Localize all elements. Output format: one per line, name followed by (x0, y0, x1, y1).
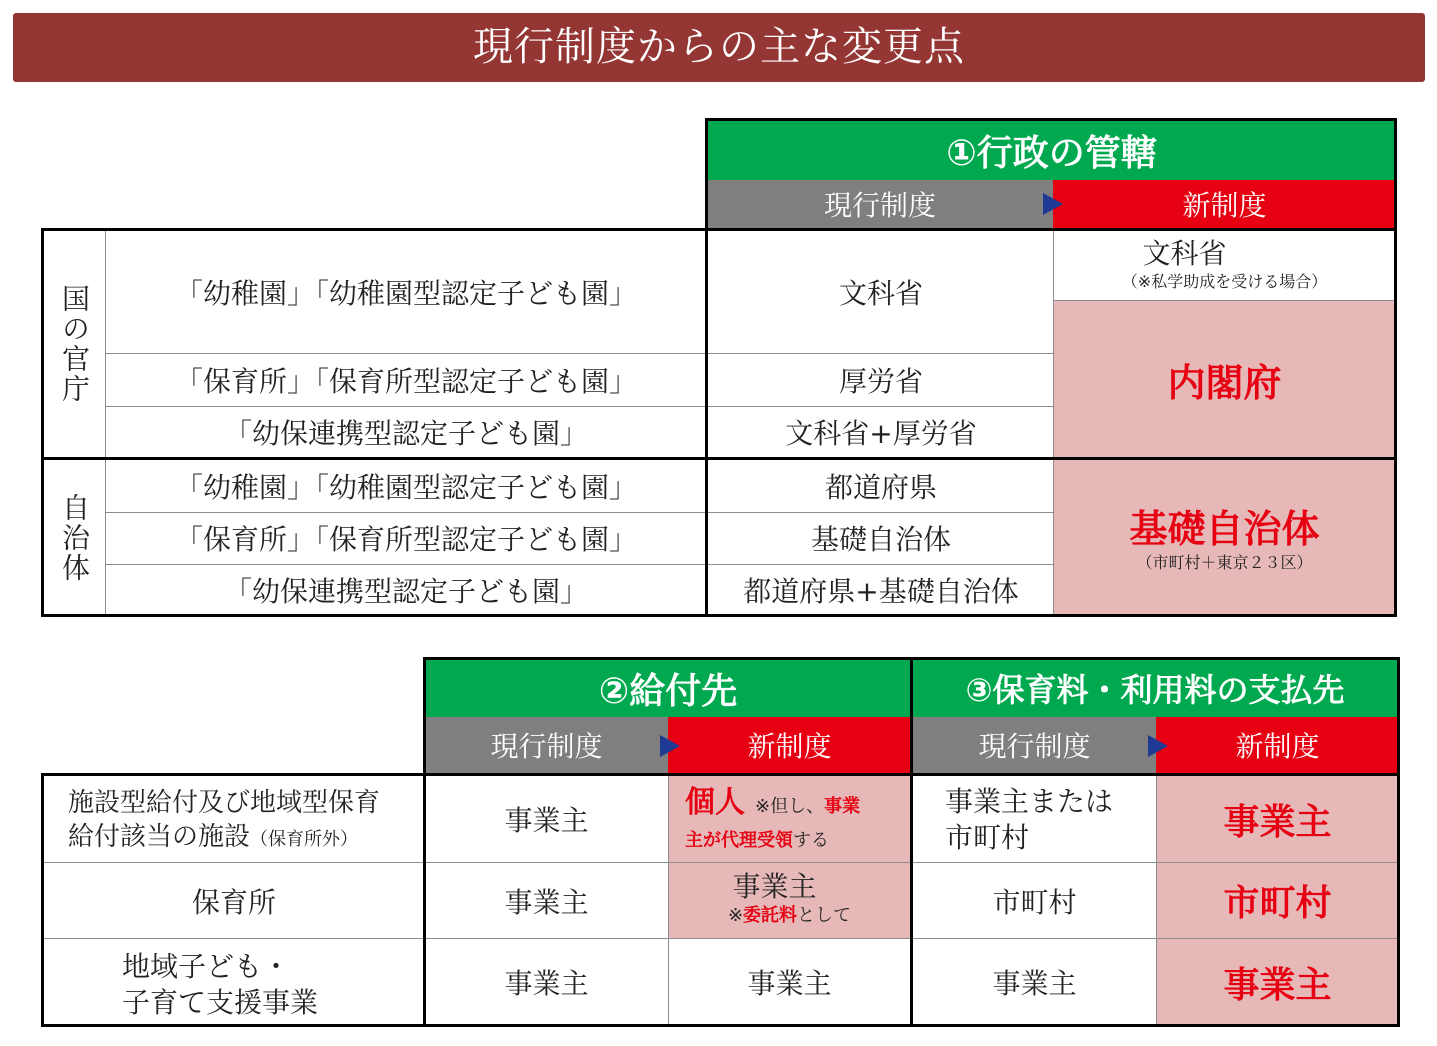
s3-current-cell: 市町村 (992, 885, 1077, 919)
s2-current-cell: 事業主 (504, 967, 589, 1000)
s1-new-local-text: 基礎自治体 (1129, 507, 1320, 551)
s1-new-gov: 内閣府 (1167, 360, 1282, 405)
s2-new-cell (668, 870, 911, 928)
s1-new-top (1053, 232, 1396, 300)
s2-new-cell: 事業主 (747, 967, 832, 1000)
s1-facility-row: 「保育所」「保育所型認定子ども園」 (174, 523, 637, 556)
s1-facility-row: 「幼保連携型認定子ども園」 (223, 417, 588, 450)
section2-header: ②給付先 (425, 659, 911, 717)
page-title: 現行制度からの主な変更点 (13, 13, 1425, 82)
s2-row-label-line2a: 給付該当の施設 (68, 822, 251, 852)
s1-current-header: 現行制度 (707, 180, 1053, 228)
s2-new-note-a: ※但し、 (755, 796, 825, 817)
group-label-local (43, 460, 105, 615)
s2-row-label-line2 (68, 820, 418, 857)
s2-new-cell (685, 786, 907, 858)
s1-current-cell: 都道府県+基礎自治体 (743, 574, 1019, 608)
arrow-right-icon (660, 735, 680, 757)
s3-current-line1: 事業主または (945, 785, 1114, 818)
s3-new-header: 新制度 (1156, 717, 1399, 773)
s3-current-cell: 事業主 (992, 967, 1077, 1000)
s1-new-local-note: （市町村＋東京２３区） (1136, 553, 1313, 572)
s2-new-header: 新制度 (668, 717, 911, 773)
s2-new-note-a: ※ (727, 905, 744, 926)
s1-new-header: 新制度 (1053, 180, 1396, 228)
s1-current-cell: 文科省 (838, 276, 923, 310)
group-label-local-text: 自治体 (58, 492, 91, 583)
arrow-right-icon (1043, 193, 1063, 215)
s1-facility-row: 「幼稚園」「幼稚園型認定子ども園」 (174, 471, 637, 504)
s3-new-cell: 事業主 (1223, 801, 1332, 843)
s2-row-label: 保育所 (191, 885, 276, 919)
s1-current-cell: 文科省+厚労省 (785, 417, 977, 450)
s1-current-cell: 厚労省 (838, 364, 923, 398)
s3-current-header: 現行制度 (913, 717, 1156, 773)
s1-facility-row: 「保育所」「保育所型認定子ども園」 (174, 364, 637, 398)
s1-new-top-note: （※私学助成を受ける場合） (1121, 272, 1328, 291)
s2-new-note (668, 904, 911, 928)
s2-new-note-d: する (793, 830, 829, 851)
s2-row-label (68, 786, 418, 857)
s2-current-cell: 事業主 (504, 804, 589, 837)
s2-new-main: 事業主 (732, 870, 817, 903)
s1-facility-row: 「幼稚園」「幼稚園型認定子ども園」 (174, 276, 637, 310)
s1-new-top-text: 文科省 (1142, 237, 1227, 270)
s1-new-local (1053, 505, 1396, 573)
s2-new-note-b: 事業 (824, 796, 861, 817)
s2-current-header: 現行制度 (425, 717, 668, 773)
arrow-right-icon (1148, 735, 1168, 757)
s3-new-cell: 市町村 (1223, 883, 1332, 924)
s1-facility-row: 「幼保連携型認定子ども園」 (223, 574, 588, 608)
s2-current-cell: 事業主 (504, 885, 589, 919)
s3-current-cell (945, 784, 1155, 856)
s2-row-label-line1: 施設型給付及び地域型保育 (68, 788, 381, 818)
section1-header: ①行政の管轄 (707, 120, 1396, 180)
group-label-gov-text: 国の官庁 (58, 284, 91, 404)
s2-row-label-line2b: （保育所外） (250, 829, 359, 850)
s2-row-label-line1: 地域子ども・ (122, 950, 291, 983)
s2-row-label-line2: 子育て支援事業 (122, 986, 319, 1019)
s2-new-note-c: として (797, 905, 852, 926)
s2-row-label (122, 949, 422, 1021)
section3-header: ③保育料・利用料の支払先 (911, 659, 1399, 717)
group-label-gov (43, 230, 105, 458)
s2-new-big: 個人 (685, 785, 745, 820)
s3-current-line2: 市町村 (945, 821, 1030, 854)
s2-new-note-b: 委託料 (743, 905, 798, 926)
s3-new-cell: 事業主 (1223, 964, 1332, 1006)
s2-new-note-c: 主が代理受領 (685, 830, 793, 851)
s1-current-cell: 基礎自治体 (810, 523, 951, 556)
s1-current-cell: 都道府県 (824, 471, 937, 504)
